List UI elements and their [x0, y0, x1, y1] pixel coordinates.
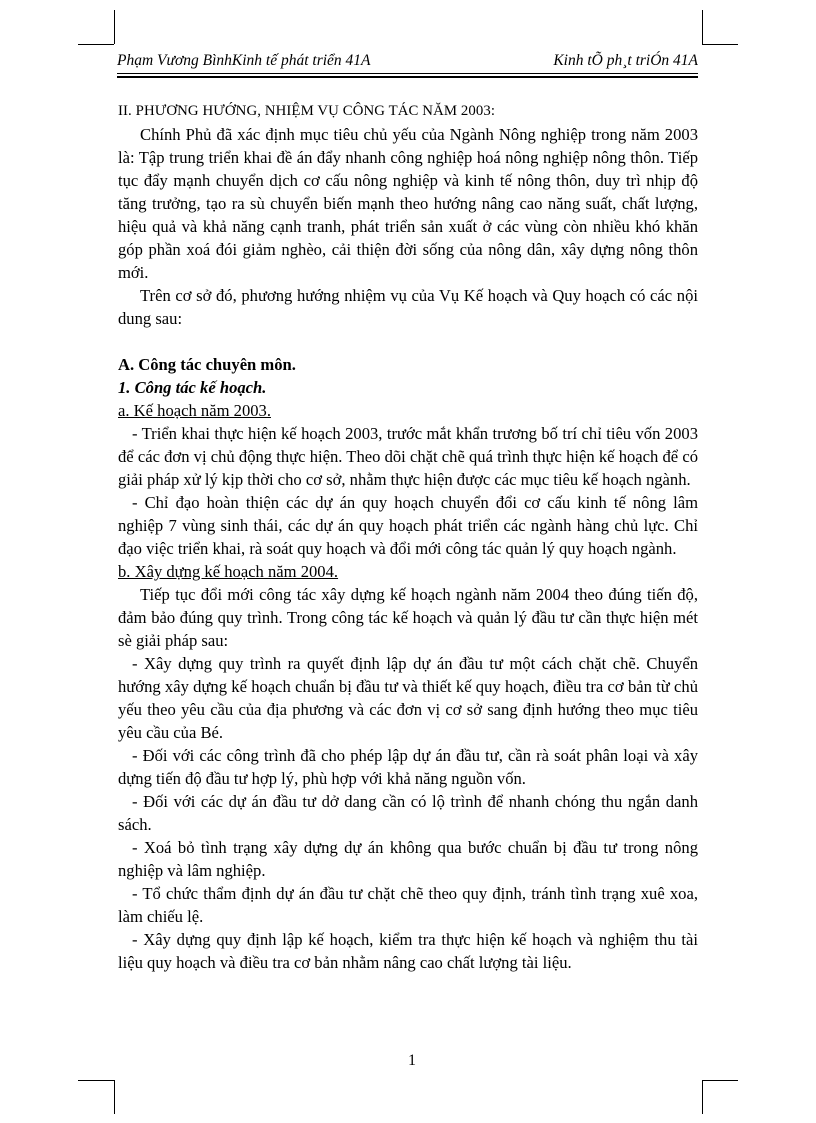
page-number	[0, 1052, 816, 1070]
list-item: - Tổ chức thẩm định dự án đầu tư chặt chẽ theo quy định, tránh tình trạng xuê xoa, làm chiếu lệ.	[118, 884, 698, 926]
page-number-text: 1	[408, 1052, 416, 1069]
page-header	[117, 52, 698, 73]
list-item: - Đối với các công trình đã cho phép lập dự án đầu tư, cần rà soát phân loại và xây dựng tiến độ đầu tư hợp lý, phù hợp với khả năng nguồn vốn.	[118, 746, 698, 788]
list-item: - Đối với các dự án đầu tư dở dang cần có lộ trình để nhanh chóng thu ngắn danh sách.	[118, 792, 698, 834]
crop-mark-top-right	[702, 10, 703, 44]
crop-mark-bottom-right	[702, 1080, 738, 1081]
crop-mark-top-left	[78, 44, 114, 45]
crop-mark-bottom-right	[702, 1080, 703, 1114]
paragraph: Chính Phủ đã xác định mục tiêu chủ yếu của Ngành Nông nghiệp trong năm 2003 là: Tập trung triển khai đề án đẩy nhanh công nghiệp hoá nông nghiệp nông thôn. Tiếp tục đẩy mạnh chuyển dịch cơ cấu nông nghiệp và kinh tế nông thôn, duy trì nhịp độ tăng trưởng, tạo ra sù chuyển biến mạnh theo hướng nâng cao năng suất, chất lượng, hiệu quả và khả năng cạnh tranh, phát triển sản xuất ở các vùng còn nhiều khó khăn góp phần xoá đói giảm nghèo, cải thiện đời sống của nông dân, xây dựng nông thôn mới.	[118, 125, 698, 282]
heading-1: 1. Công tác kế hoạch.	[118, 378, 267, 397]
heading-a: A. Công tác chuyên môn.	[118, 355, 296, 374]
subheading-a: a. Kế hoạch năm 2003.	[118, 401, 271, 420]
spacer	[118, 330, 698, 353]
crop-mark-top-right	[702, 44, 738, 45]
header-divider	[117, 76, 698, 78]
document-body	[118, 100, 698, 974]
section-title: II. PHƯƠNG HƯỚNG, NHIỆM VỤ CÔNG TÁC NĂM 2003:	[118, 103, 496, 119]
crop-mark-top-left	[114, 10, 115, 44]
list-item: - Xây dựng quy định lập kế hoạch, kiểm tra thực hiện kế hoạch và nghiệm thu tài liệu quy hoạch và điều tra cơ bản nhằm nâng cao chất lượng tài liệu.	[118, 930, 698, 972]
paragraph: Tiếp tục đổi mới công tác xây dựng kế hoạch ngành năm 2004 theo đúng tiến độ, đảm bảo đúng quy trình. Trong công tác kế hoạch và quản lý đầu tư cần thực hiện mét sè giải pháp sau:	[118, 585, 698, 650]
list-item: - Xoá bỏ tình trạng xây dựng dự án không qua bước chuẩn bị đầu tư trong nông nghiệp và lâm nghiệp.	[118, 838, 698, 880]
list-item: - Triển khai thực hiện kế hoạch 2003, trước mắt khẩn trương bố trí chỉ tiêu vốn 2003 để các đơn vị chủ động thực hiện. Theo dõi chặt chẽ quá trình thực hiện kế hoạch để có giải pháp xử lý kịp thời cho cơ sở, nhằm thực hiện được các mục tiêu kế hoạch ngành.	[118, 424, 698, 489]
header-left: Phạm Vương BìnhKinh tế phát triển 41A	[117, 52, 371, 69]
list-item: - Xây dựng quy trình ra quyết định lập dự án đầu tư một cách chặt chẽ. Chuyển hướng xây dựng kế hoạch chuẩn bị đầu tư và thiết kế quy hoạch, điều tra cơ bản từ chủ yếu theo yêu cầu của địa phương và các đơn vị cơ sở sang định hướng theo mục tiêu yêu cầu của Bé.	[118, 654, 698, 742]
list-item: - Chỉ đạo hoàn thiện các dự án quy hoạch chuyển đổi cơ cấu kinh tế nông lâm nghiệp 7 vùng sinh thái, các dự án quy hoạch phát triển các ngành hàng chủ lực. Chỉ đạo việc triển khai, rà soát quy hoạch và đổi mới công tác quản lý quy hoạch ngành.	[118, 493, 698, 558]
subheading-b: b. Xây dựng kế hoạch năm 2004.	[118, 562, 339, 581]
header-divider	[117, 73, 698, 74]
crop-mark-bottom-left	[78, 1080, 114, 1081]
crop-mark-bottom-left	[114, 1080, 115, 1114]
paragraph: Trên cơ sở đó, phương hướng nhiệm vụ của Vụ Kế hoạch và Quy hoạch có các nội dung sau:	[118, 286, 698, 328]
header-right: Kinh tÕ ph¸t triÓn 41A	[553, 52, 698, 69]
